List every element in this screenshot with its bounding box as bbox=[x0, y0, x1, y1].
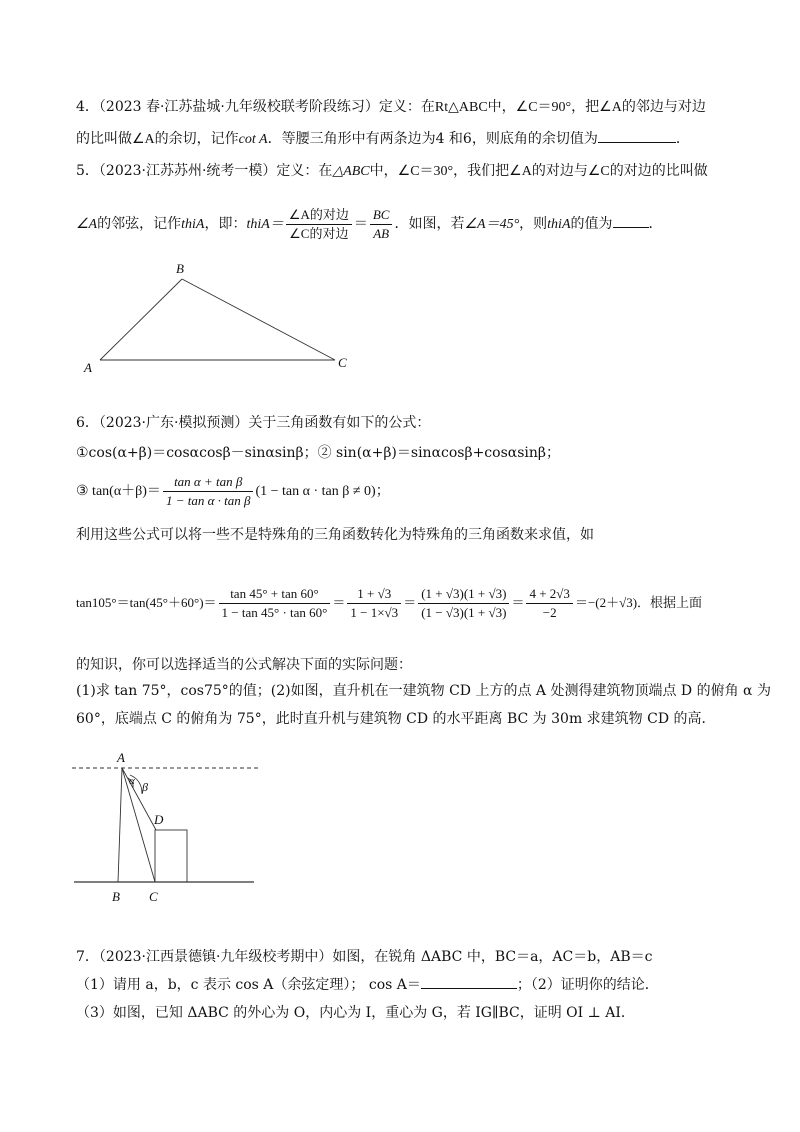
beta-label: β bbox=[142, 780, 148, 794]
q5-text: ，我们把 bbox=[453, 163, 510, 179]
q4-text: 中， bbox=[487, 99, 516, 115]
q6-example-text: tan105°＝tan(45°＋60°)＝ bbox=[76, 595, 217, 610]
q6-text: (1)求 tan 75°，cos75°的值；(2)如图，直升机在一建筑物 CD 上方的点 A 处测得建筑物顶端点 D 的俯角 α 为 bbox=[76, 683, 771, 699]
answer-blank[interactable] bbox=[598, 128, 676, 143]
q5-line-2 bbox=[76, 204, 740, 245]
fraction-numerator: BC bbox=[370, 206, 393, 225]
fraction-numerator: ∠A的对边 bbox=[286, 206, 352, 225]
q6-text: 6．（2023·广东·模拟预测）关于三角函数有如下的公式： bbox=[76, 415, 431, 431]
q7-line-2 bbox=[76, 974, 740, 996]
q5-thia: thiA＝ bbox=[246, 217, 284, 232]
line-ab bbox=[118, 768, 122, 882]
q5-text: 的对边的比叫做 bbox=[609, 163, 708, 179]
q5-fraction bbox=[370, 206, 393, 243]
q5-triangle-figure bbox=[70, 255, 370, 380]
q5-text: ，则 bbox=[519, 216, 548, 232]
q5-text: 的对边与 bbox=[531, 163, 588, 179]
q5-text: 的邻弦，记作 bbox=[97, 216, 182, 232]
side-bc bbox=[182, 279, 335, 360]
fraction-denominator: (1 − √3)(1 + √3) bbox=[421, 605, 507, 620]
q5-triangle: △ABC bbox=[332, 164, 370, 179]
q4-text: 的余切，记作 bbox=[154, 131, 239, 147]
q5-thia: thiA bbox=[181, 217, 205, 232]
line-ac bbox=[122, 768, 155, 882]
q6-line-7 bbox=[76, 708, 740, 730]
q4-text: 的比叫做 bbox=[76, 131, 132, 147]
q6-fraction bbox=[163, 473, 254, 510]
q5-thia: thiA bbox=[547, 217, 571, 232]
q4-text: 的邻边与对边 bbox=[621, 99, 706, 115]
q7-line-3 bbox=[76, 1002, 740, 1024]
equals-sign: ＝ bbox=[511, 595, 525, 610]
q5-text: 中， bbox=[369, 163, 398, 179]
point-c-label: C bbox=[149, 889, 158, 904]
point-d-label: D bbox=[154, 812, 164, 827]
point-b-label: B bbox=[112, 889, 120, 904]
q5-text: ． bbox=[648, 216, 663, 232]
q6-fraction bbox=[418, 585, 509, 622]
q7-text: （3）如图，已知 ΔABC 的外心为 O，内心为 I，重心为 G，若 IG∥BC，证明 OI ⊥ AI． bbox=[76, 1005, 635, 1021]
fraction-denominator: −2 bbox=[542, 605, 557, 620]
fraction-numerator: tan α + tan β bbox=[163, 473, 254, 492]
q6-example bbox=[76, 580, 740, 627]
q6-formula-3 bbox=[76, 470, 740, 513]
q4-text: ．等腰三角形中有两条边为4 和6，则底角的余切值为 bbox=[267, 131, 598, 147]
q4-text: ． bbox=[675, 131, 690, 147]
vertex-a-label: A bbox=[84, 360, 92, 375]
alpha-label: α bbox=[129, 775, 135, 787]
q6-fraction bbox=[347, 585, 401, 622]
fraction-denominator: 1 − tan 45° · tan 60° bbox=[221, 605, 328, 620]
answer-blank[interactable] bbox=[613, 213, 649, 228]
fraction-denominator: 1 − 1×√3 bbox=[350, 605, 399, 620]
q7-text: ；（2）证明你的结论． bbox=[516, 977, 659, 993]
q6-line-6 bbox=[76, 680, 771, 702]
vertex-c-label: C bbox=[338, 355, 347, 370]
line-ad bbox=[122, 768, 156, 830]
q6-line-3 bbox=[76, 524, 740, 546]
fraction-numerator: tan 45° + tan 60° bbox=[219, 585, 331, 604]
vertex-b-label: B bbox=[176, 261, 184, 276]
q6-text: 利用这些公式可以将一些不是特殊角的三角函数转化为特殊角的三角函数来求值，如 bbox=[76, 527, 594, 543]
q5-angle-a: ∠A bbox=[509, 164, 532, 179]
fraction-denominator: AB bbox=[373, 225, 390, 241]
q6-fraction bbox=[526, 585, 572, 622]
q7-text: （1）请用 a，b，c 表示 cos A（余弦定理）； cos A＝ bbox=[76, 977, 421, 993]
q4-angle-a: ∠A bbox=[132, 132, 155, 147]
q6-formula: ③ tan(α＋β)＝ bbox=[76, 484, 161, 499]
q5-text: ，即： bbox=[204, 216, 247, 232]
q6-line-5 bbox=[76, 654, 740, 676]
q5-line-1 bbox=[76, 160, 740, 183]
q5-fraction bbox=[286, 206, 352, 243]
q6-fraction bbox=[219, 585, 331, 622]
q5-text: 5．（2023·江苏苏州·统考一模）定义：在 bbox=[76, 163, 333, 179]
q4-angle-a: ∠A bbox=[599, 100, 622, 115]
q5-text: ．如图，若 bbox=[394, 216, 465, 232]
q7-text: 7．（2023·江西景德镇·九年级校考期中）如图，在锐角 ΔABC 中，BC＝a，AC＝b，AB＝c bbox=[76, 949, 653, 965]
q6-formula: (1 − tan α · tan β ≠ 0)； bbox=[255, 484, 390, 499]
equals-sign: ＝ bbox=[403, 595, 417, 610]
equals-sign: ＝ bbox=[332, 595, 346, 610]
q4-line-2 bbox=[76, 128, 740, 151]
point-a-label: A bbox=[117, 750, 125, 765]
q6-building-figure bbox=[70, 748, 270, 908]
fraction-numerator: 4 + 2√3 bbox=[526, 585, 572, 604]
q5-angle-c: ∠C＝30° bbox=[397, 164, 454, 179]
q4-cot: cot A bbox=[238, 132, 268, 147]
answer-blank[interactable] bbox=[421, 974, 517, 989]
q5-angle-a: ∠A bbox=[76, 217, 98, 232]
q6-formula: ①cos(α+β)＝cosαcosβ－sinαsinβ；② sin(α+β)＝sinαcosβ+cosαsinβ； bbox=[76, 445, 560, 461]
q6-text: 的知识，你可以选择适当的公式解决下面的实际问题： bbox=[76, 657, 412, 673]
q4-text: ，把 bbox=[571, 99, 600, 115]
side-ab bbox=[100, 279, 182, 360]
q7-line-1 bbox=[76, 946, 740, 968]
q4-angle-c: ∠C＝90° bbox=[515, 100, 572, 115]
q5-angle-c: ∠C bbox=[587, 164, 610, 179]
building-cd bbox=[155, 830, 187, 882]
fraction-denominator: ∠C的对边 bbox=[289, 225, 349, 241]
q4-text: 4．（2023 春·江苏盐城·九年级校联考阶段练习）定义：在 bbox=[76, 99, 435, 115]
q6-line-1 bbox=[76, 412, 740, 434]
equals-sign: ＝ bbox=[353, 216, 368, 232]
q4-triangle: Rt△ABC bbox=[434, 100, 488, 115]
fraction-denominator: 1 − tan α · tan β bbox=[165, 492, 251, 508]
q6-text: 60°，底端点 C 的俯角为 75°，此时直升机与建筑物 CD 的水平距离 BC 为 30m 求建筑物 CD 的高． bbox=[76, 711, 716, 727]
q5-text: 的值为 bbox=[570, 216, 613, 232]
fraction-numerator: (1 + √3)(1 + √3) bbox=[418, 585, 509, 604]
q6-example-text: ＝−(2＋√3)．根据上面 bbox=[574, 595, 703, 610]
q4-line-1 bbox=[76, 96, 740, 119]
q5-angle-a: ∠A＝45° bbox=[464, 217, 520, 232]
fraction-numerator: 1 + √3 bbox=[347, 585, 401, 604]
q6-formula-1-2 bbox=[76, 442, 740, 464]
